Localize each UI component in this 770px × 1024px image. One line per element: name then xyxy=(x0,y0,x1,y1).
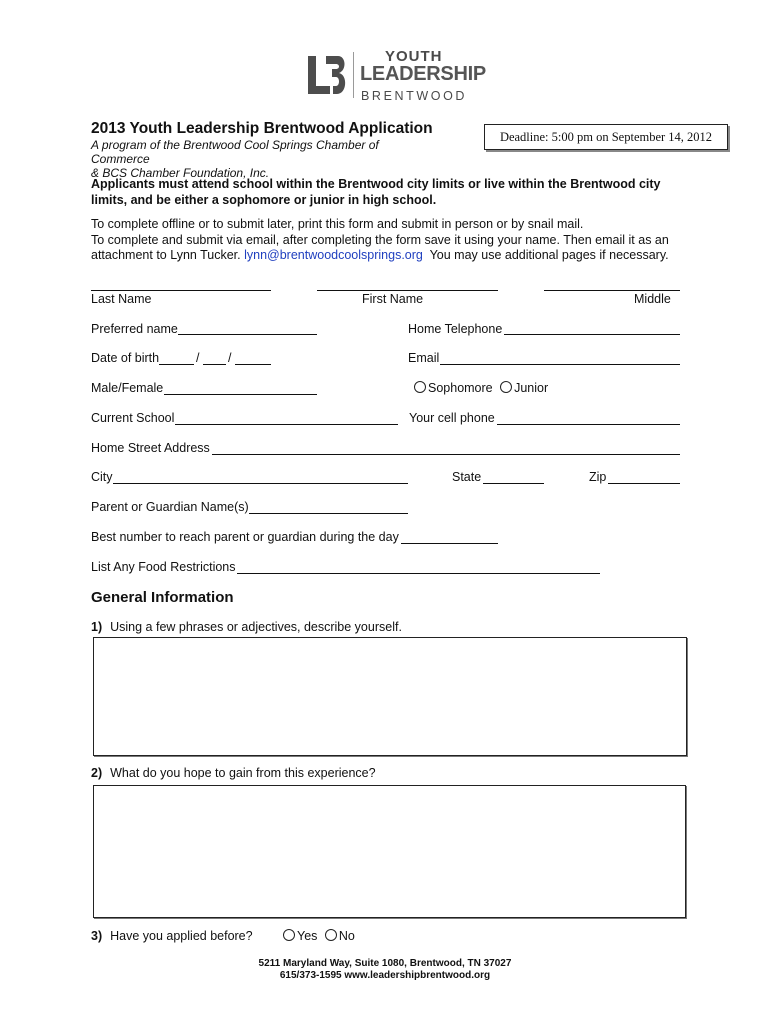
question-1-number: 1) xyxy=(91,620,103,634)
dob-slash-2: / xyxy=(228,351,232,365)
question-3 xyxy=(91,929,253,943)
guardian-name-label: Parent or Guardian Name(s) xyxy=(91,500,249,514)
last-name-label: Last Name xyxy=(91,292,152,306)
question-1-answer-box[interactable] xyxy=(93,637,687,756)
best-number-field[interactable] xyxy=(401,543,498,544)
logo-brentwood-text: BRENTWOOD xyxy=(361,89,468,103)
subtitle-line-2: & BCS Chamber Foundation, Inc. xyxy=(91,166,270,180)
zip-field[interactable] xyxy=(608,483,680,484)
question-3-text: Have you applied before? xyxy=(110,929,253,943)
applied-before-options xyxy=(283,929,355,943)
sophomore-radio[interactable] xyxy=(414,381,426,393)
logo-leadership-text: LEADERSHIP xyxy=(360,63,486,85)
deadline-box: Deadline: 5:00 pm on September 14, 2012 xyxy=(484,124,728,150)
last-name-field[interactable] xyxy=(91,290,271,291)
date-of-birth-label: Date of birth xyxy=(91,351,160,365)
yes-label: Yes xyxy=(297,929,318,943)
gender-label: Male/Female xyxy=(91,381,164,395)
dob-day-field[interactable] xyxy=(203,364,226,365)
first-name-label: First Name xyxy=(362,292,424,306)
guardian-name-field[interactable] xyxy=(249,513,408,514)
subtitle-line-1: A program of the Brentwood Cool Springs Chamber of Commerce xyxy=(91,138,379,166)
gender-field[interactable] xyxy=(164,394,317,395)
yes-radio[interactable] xyxy=(283,929,295,941)
form-title: 2013 Youth Leadership Brentwood Application xyxy=(91,120,433,137)
first-name-field[interactable] xyxy=(317,290,498,291)
state-field[interactable] xyxy=(483,483,544,484)
question-2-answer-box[interactable] xyxy=(93,785,686,918)
no-label: No xyxy=(338,929,355,943)
current-school-label: Current School xyxy=(91,411,175,425)
lb-monogram-logo xyxy=(306,52,348,96)
logo-youth-text: YOUTH xyxy=(385,48,443,65)
zip-label: Zip xyxy=(589,470,607,484)
state-label: State xyxy=(452,470,482,484)
question-2 xyxy=(91,766,376,780)
best-number-label: Best number to reach parent or guardian during the day xyxy=(91,530,399,544)
eligibility-requirements: Applicants must attend school within the Brentwood city limits or live within the Brentwood city limits, and be either a sophomore or junior in high school. xyxy=(91,177,661,207)
instructions xyxy=(91,217,691,264)
preferred-name-field[interactable] xyxy=(178,334,317,335)
email-label: Email xyxy=(408,351,440,365)
current-school-field[interactable] xyxy=(175,424,398,425)
food-restrictions-field[interactable] xyxy=(237,573,600,574)
home-street-label: Home Street Address xyxy=(91,441,210,455)
city-field[interactable] xyxy=(113,483,408,484)
junior-label: Junior xyxy=(514,381,549,395)
home-street-field[interactable] xyxy=(212,454,680,455)
instructions-line-3-post: You may use additional pages if necessary. xyxy=(422,248,669,262)
question-2-number: 2) xyxy=(91,766,103,780)
cell-phone-field[interactable] xyxy=(497,424,680,425)
footer-contact: 615/373-1595 www.leadershipbrentwood.org xyxy=(279,970,491,981)
question-3-number: 3) xyxy=(91,929,103,943)
logo-divider xyxy=(353,52,354,98)
sophomore-label: Sophomore xyxy=(428,381,493,395)
middle-name-field[interactable] xyxy=(544,290,680,291)
junior-radio[interactable] xyxy=(500,381,512,393)
question-1-text: Using a few phrases or adjectives, describe yourself. xyxy=(110,620,402,634)
general-information-heading: General Information xyxy=(91,589,234,606)
instructions-line-1: To complete offline or to submit later, print this form and submit in person or by snail mail. xyxy=(91,217,584,231)
question-1 xyxy=(91,620,402,634)
footer xyxy=(0,958,770,982)
preferred-name-label: Preferred name xyxy=(91,322,178,336)
grade-options xyxy=(414,381,548,395)
instructions-line-3 xyxy=(91,248,691,264)
middle-name-label: Middle xyxy=(634,292,671,306)
food-restrictions-label: List Any Food Restrictions xyxy=(91,560,236,574)
instructions-line-2: To complete and submit via email, after completing the form save it using your name. Then email it as an xyxy=(91,232,669,247)
email-field[interactable] xyxy=(440,364,680,365)
no-radio[interactable] xyxy=(325,929,337,941)
dob-slash-1: / xyxy=(196,351,200,365)
question-2-text: What do you hope to gain from this experience? xyxy=(110,766,376,780)
email-link[interactable]: lynn@brentwoodcoolsprings.org xyxy=(244,248,423,262)
cell-phone-label: Your cell phone xyxy=(409,411,495,425)
home-telephone-field[interactable] xyxy=(504,334,680,335)
footer-address: 5211 Maryland Way, Suite 1080, Brentwood, TN 37027 xyxy=(258,958,512,969)
home-telephone-label: Home Telephone xyxy=(408,322,503,336)
form-subtitle xyxy=(91,138,431,180)
city-label: City xyxy=(91,470,113,484)
dob-year-field[interactable] xyxy=(235,364,271,365)
instructions-line-3-pre: attachment to Lynn Tucker. xyxy=(91,248,245,262)
dob-month-field[interactable] xyxy=(159,364,194,365)
